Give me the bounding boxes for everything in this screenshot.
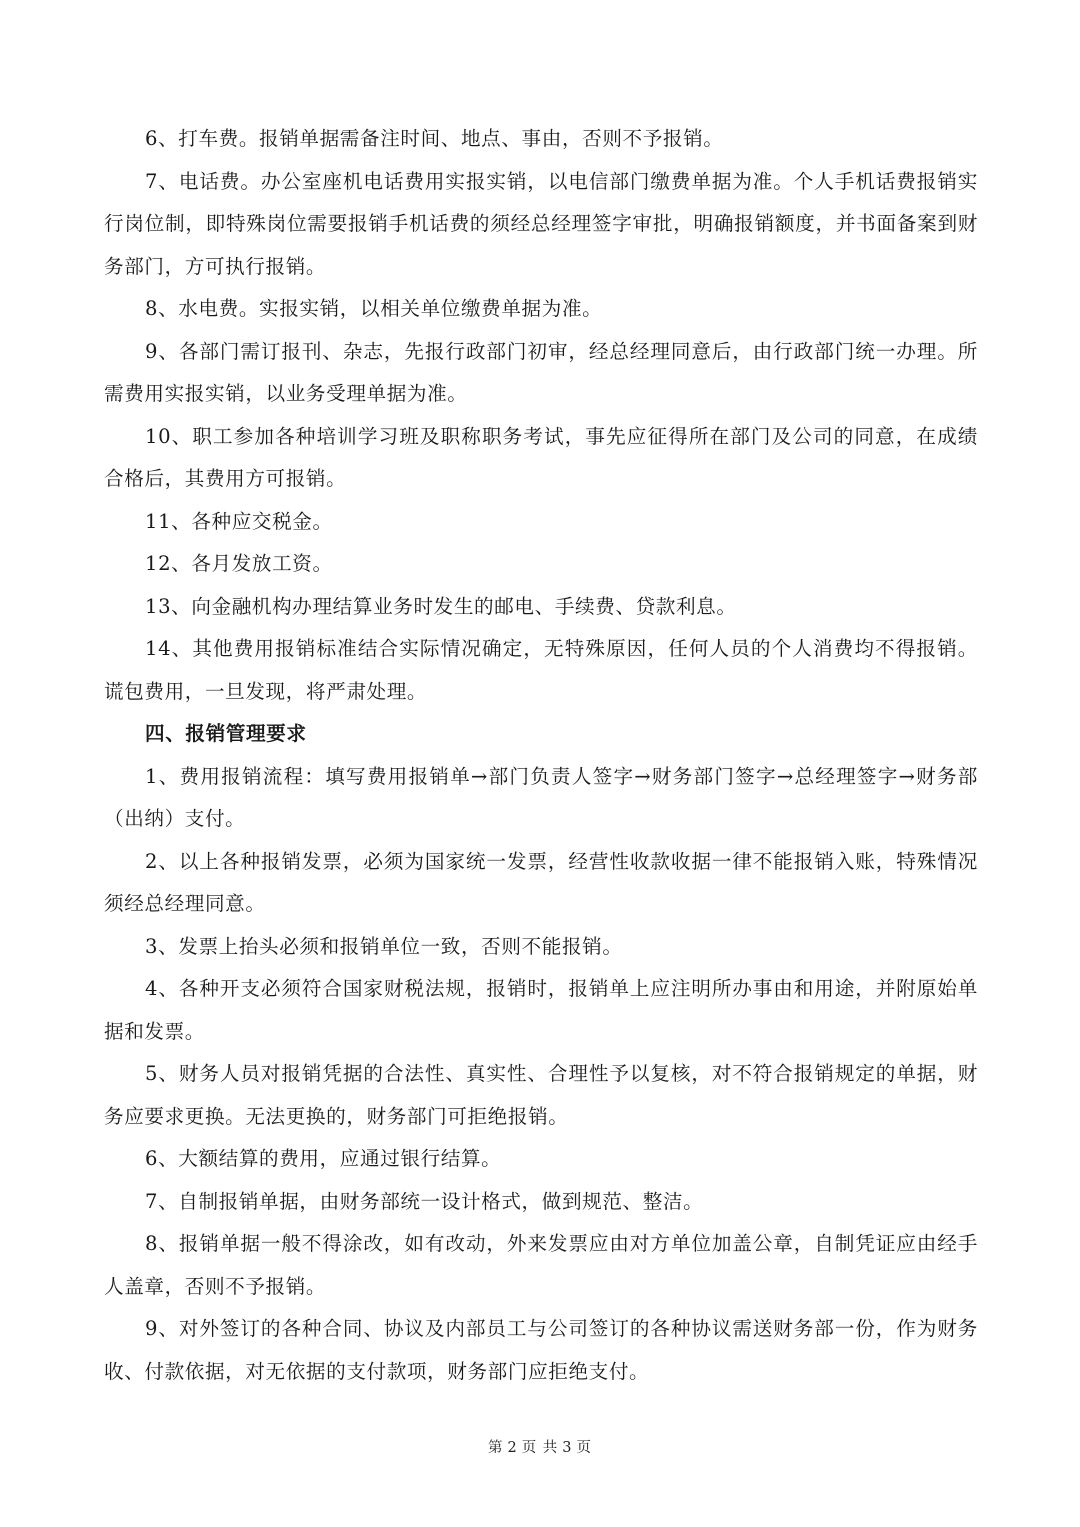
requirement-item-9: 9、对外签订的各种合同、协议及内部员工与公司签订的各种协议需送财务部一份，作为财务收、付款依据，对无依据的支付款项，财务部门应拒绝支付。 (104, 1317, 978, 1383)
paragraph-item-8: 8、水电费。实报实销，以相关单位缴费单据为准。 (145, 297, 603, 320)
total-pages-number: 3 (562, 1440, 573, 1456)
section-heading: 四、报销管理要求 (145, 722, 307, 745)
paragraph-item-12: 12、各月发放工资。 (145, 552, 333, 575)
page-label-mid: 页 共 (521, 1440, 559, 1456)
paragraph-item-10: 10、职工参加各种培训学习班及职称职务考试，事先应征得所在部门及公司的同意，在成绩合格后，其费用方可报销。 (104, 424, 978, 490)
requirement-item-4: 4、各种开支必须符合国家财税法规，报销时，报销单上应注明所办事由和用途，并附原始单据和发票。 (104, 977, 978, 1043)
requirement-item-5: 5、财务人员对报销凭据的合法性、真实性、合理性予以复核，对不符合报销规定的单据，财务应要求更换。无法更换的，财务部门可拒绝报销。 (104, 1062, 978, 1128)
paragraph-item-7: 7、电话费。办公室座机电话费用实报实销，以电信部门缴费单据为准。个人手机话费报销实行岗位制，即特殊岗位需要报销手机话费的须经总经理签字审批，明确报销额度，并书面备案到财务部门，方可执行报销。 (104, 169, 978, 278)
requirement-item-8: 8、报销单据一般不得涂改，如有改动，外来发票应由对方单位加盖公章，自制凭证应由经手人盖章，否则不予报销。 (104, 1232, 978, 1298)
page-number-footer (0, 1438, 1080, 1458)
requirement-item-3: 3、发票上抬头必须和报销单位一致，否则不能报销。 (145, 934, 623, 958)
requirement-item-2: 2、以上各种报销发票，必须为国家统一发票，经营性收款收据一律不能报销入账，特殊情况须经总经理同意。 (104, 849, 978, 915)
document-body (104, 118, 978, 1393)
page-label-suffix: 页 (576, 1440, 593, 1456)
paragraph-item-9: 9、各部门需订报刊、杂志，先报行政部门初审，经总经理同意后，由行政部门统一办理。所需费用实报实销，以业务受理单据为准。 (104, 339, 978, 405)
paragraph-item-14: 14、其他费用报销标准结合实际情况确定，无特殊原因，任何人员的个人消费均不得报销。谎包费用，一旦发现，将严肃处理。 (104, 637, 978, 703)
paragraph-item-6: 6、打车费。报销单据需备注时间、地点、事由，否则不予报销。 (145, 127, 724, 150)
paragraph-item-11: 11、各种应交税金。 (145, 509, 333, 533)
requirement-item-7: 7、自制报销单据，由财务部统一设计格式，做到规范、整洁。 (145, 1189, 704, 1213)
paragraph-item-13: 13、向金融机构办理结算业务时发生的邮电、手续费、贷款利息。 (145, 594, 737, 618)
requirement-item-1: 1、费用报销流程：填写费用报销单→部门负责人签字→财务部门签字→总经理签字→财务部（出纳）支付。 (104, 764, 978, 830)
page-label-prefix: 第 (487, 1440, 504, 1456)
current-page-number: 2 (507, 1440, 518, 1456)
requirement-item-6: 6、大额结算的费用，应通过银行结算。 (145, 1147, 502, 1170)
